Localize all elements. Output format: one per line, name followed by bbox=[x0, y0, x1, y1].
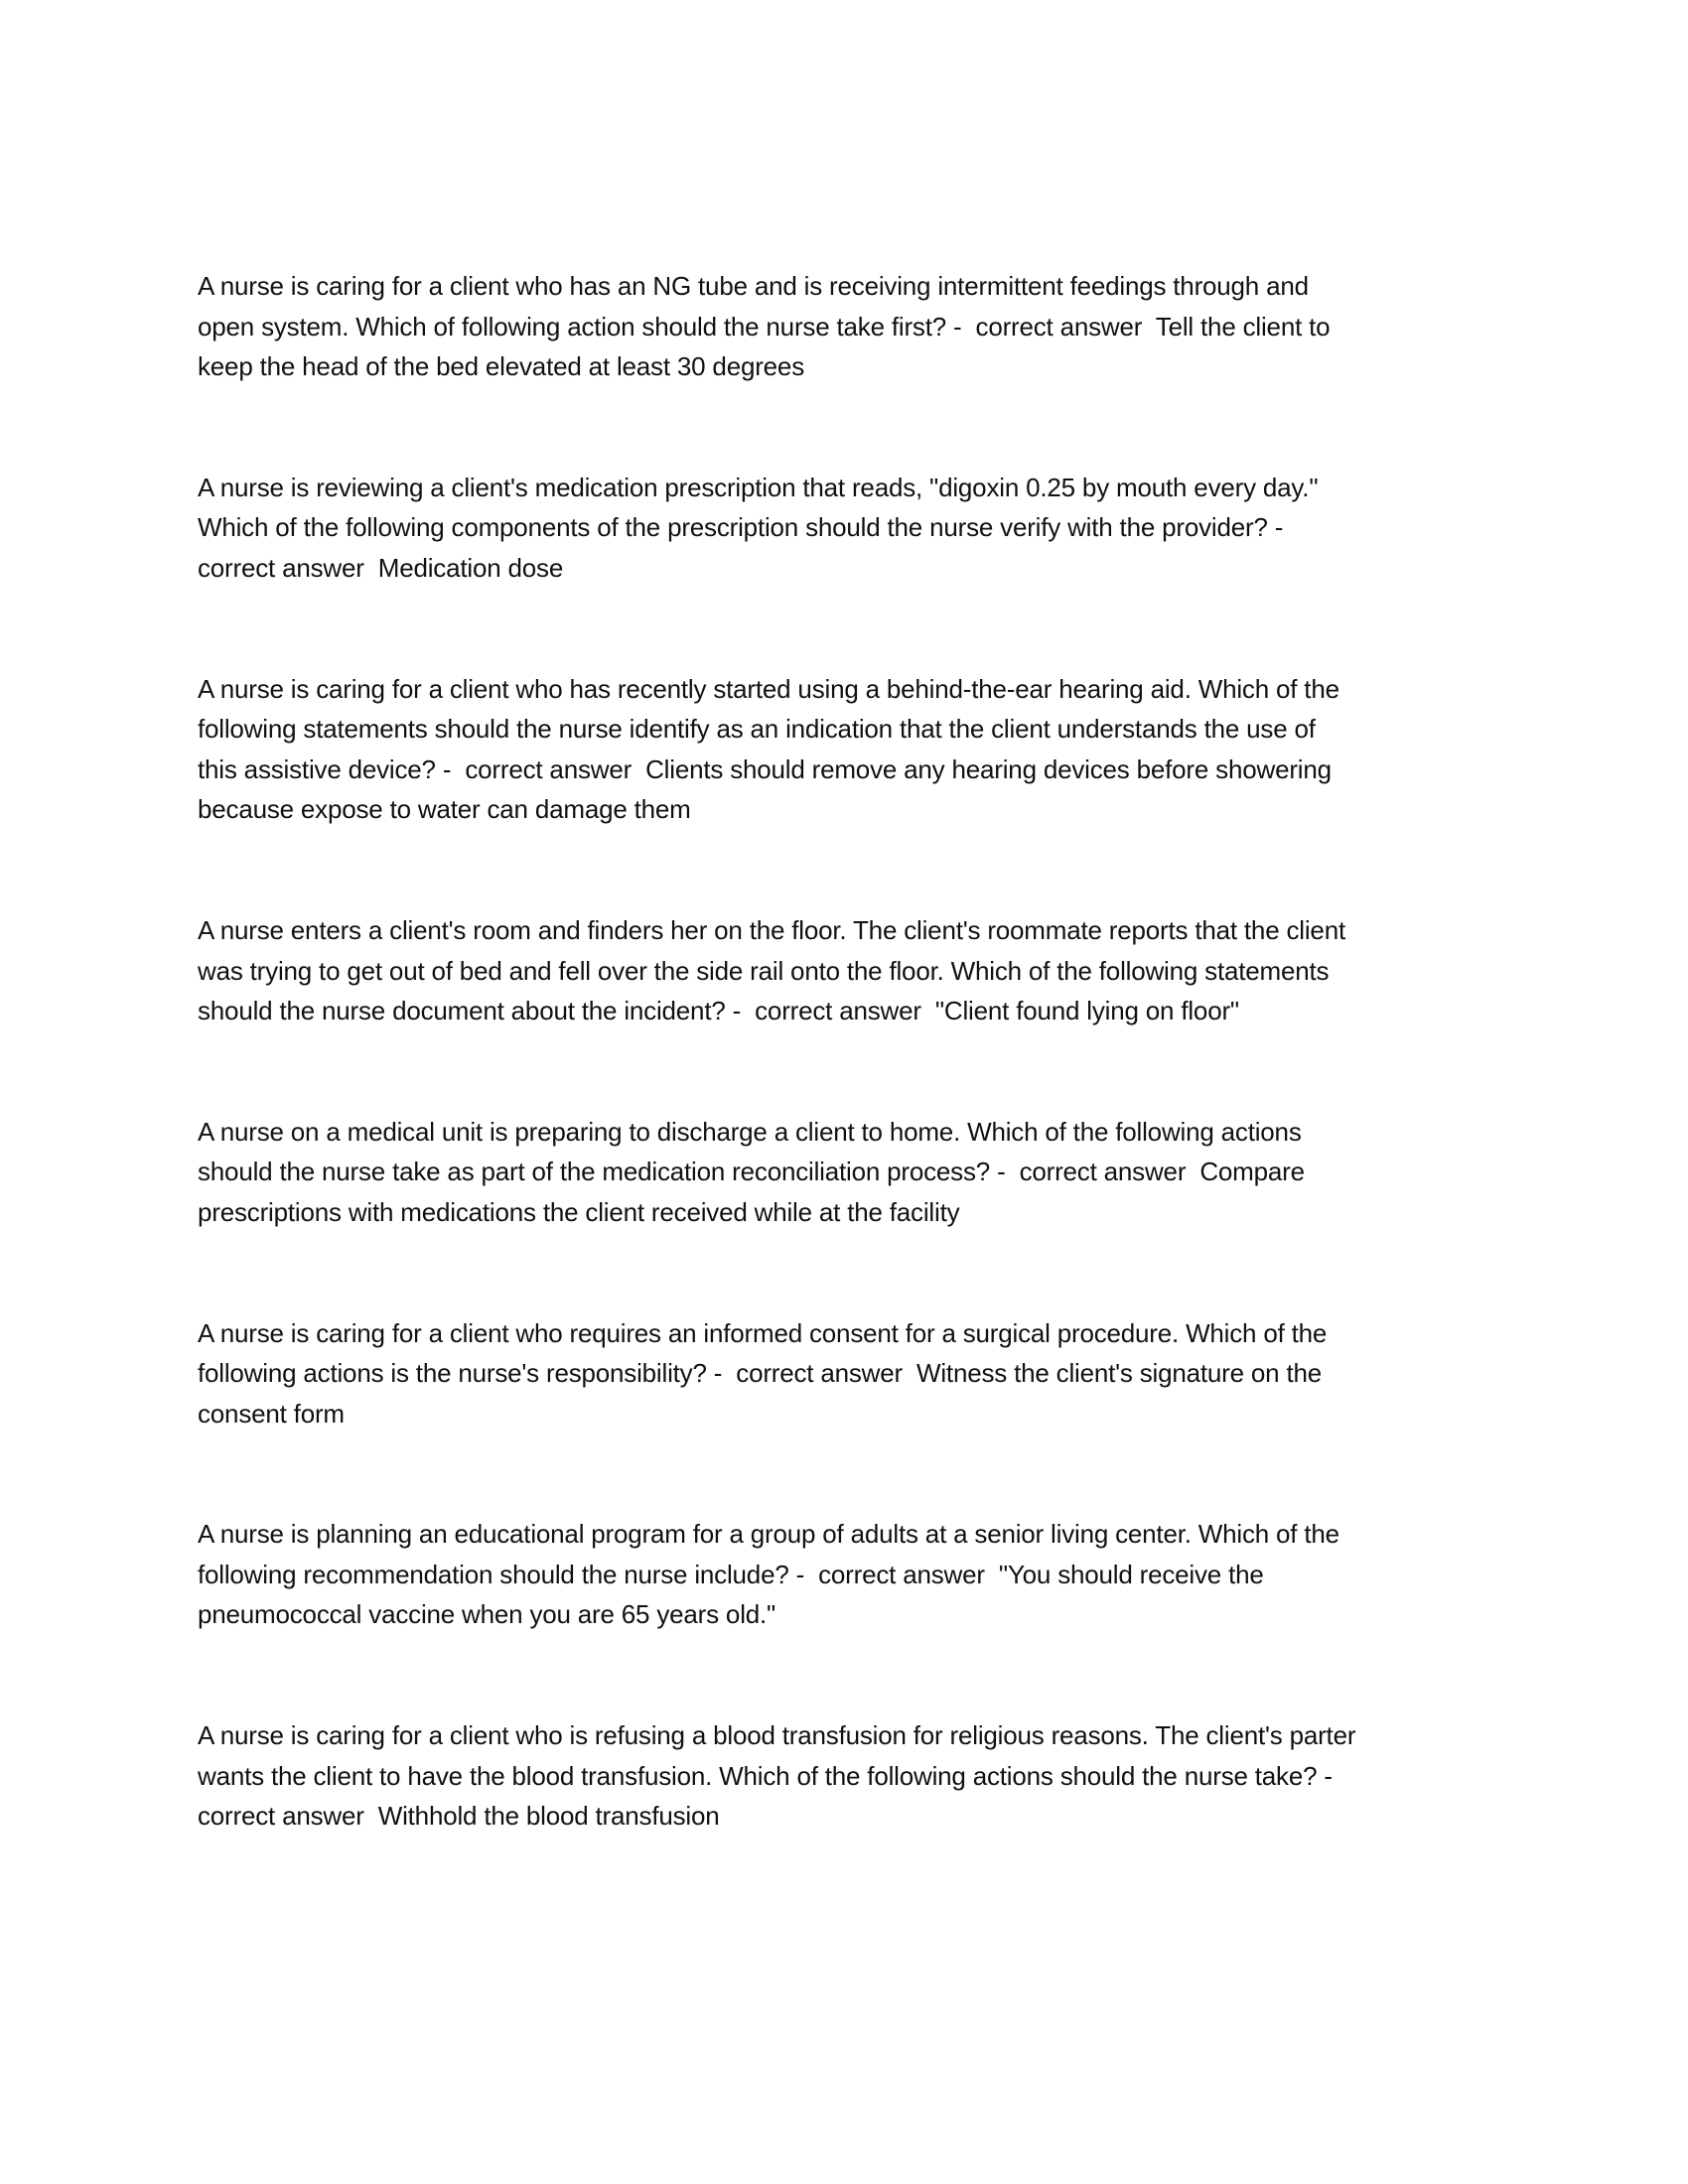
question-answer-paragraph bbox=[198, 910, 1355, 1031]
text-line: should the nurse document about the incident? - correct answer "Client found lying on floor" bbox=[198, 996, 1239, 1026]
question-answer-paragraph bbox=[198, 1514, 1355, 1635]
text-line: A nurse on a medical unit is preparing to discharge a client to home. Which of the following actions bbox=[198, 1116, 1302, 1147]
text-line: because expose to water can damage them bbox=[198, 794, 691, 825]
question-answer-paragraph bbox=[198, 669, 1355, 830]
text-line: this assistive device? - correct answer Clients should remove any hearing devices before showering bbox=[198, 753, 1332, 784]
text-line: correct answer Medication dose bbox=[198, 552, 564, 583]
text-line: following statements should the nurse identify as an indication that the client understands the use of bbox=[198, 714, 1316, 745]
text-line: was trying to get out of bed and fell over the side rail onto the floor. Which of the following statements bbox=[198, 955, 1330, 986]
question-answer-paragraph bbox=[198, 1715, 1355, 1837]
text-line: following recommendation should the nurse include? - correct answer "You should receive the bbox=[198, 1559, 1264, 1589]
text-line: correct answer Withhold the blood transfusion bbox=[198, 1801, 720, 1832]
question-answer-paragraph bbox=[198, 1112, 1355, 1233]
text-line: A nurse is planning an educational program for a group of adults at a senior living center. Which of the bbox=[198, 1519, 1339, 1550]
text-line: following actions is the nurse's responsibility? - correct answer Witness the client's signature on the bbox=[198, 1358, 1323, 1389]
text-line: A nurse is caring for a client who has recently started using a behind-the-ear hearing aid. Which of the bbox=[198, 673, 1339, 704]
text-line: pneumococcal vaccine when you are 65 years old." bbox=[198, 1599, 776, 1630]
text-line: A nurse enters a client's room and finders her on the floor. The client's roommate reports that the client bbox=[198, 914, 1345, 945]
text-line: A nurse is caring for a client who requires an informed consent for a surgical procedure. Which of the bbox=[198, 1317, 1328, 1348]
text-line: A nurse is caring for a client who has an NG tube and is receiving intermittent feedings through and bbox=[198, 271, 1309, 301]
text-line: open system. Which of following action should the nurse take first? - correct answer Tell the client to bbox=[198, 311, 1331, 341]
text-line: A nurse is reviewing a client's medication prescription that reads, "digoxin 0.25 by mouth every day." bbox=[198, 472, 1319, 502]
text-line: A nurse is caring for a client who is refusing a blood transfusion for religious reasons. The client's parter bbox=[198, 1720, 1356, 1751]
text-line: keep the head of the bed elevated at least 30 degrees bbox=[198, 351, 804, 382]
text-line: should the nurse take as part of the medication reconciliation process? - correct answer Compare bbox=[198, 1157, 1305, 1187]
text-line: wants the client to have the blood transfusion. Which of the following actions should the nurse take? - bbox=[198, 1760, 1333, 1791]
question-answer-paragraph bbox=[198, 468, 1355, 589]
text-line: consent form bbox=[198, 1398, 345, 1429]
question-answer-paragraph bbox=[198, 1313, 1355, 1434]
text-line: Which of the following components of the prescription should the nurse verify with the provider? - bbox=[198, 512, 1284, 543]
text-line: prescriptions with medications the client received while at the facility bbox=[198, 1196, 960, 1227]
document-page bbox=[198, 266, 1355, 1917]
question-answer-paragraph bbox=[198, 266, 1355, 387]
